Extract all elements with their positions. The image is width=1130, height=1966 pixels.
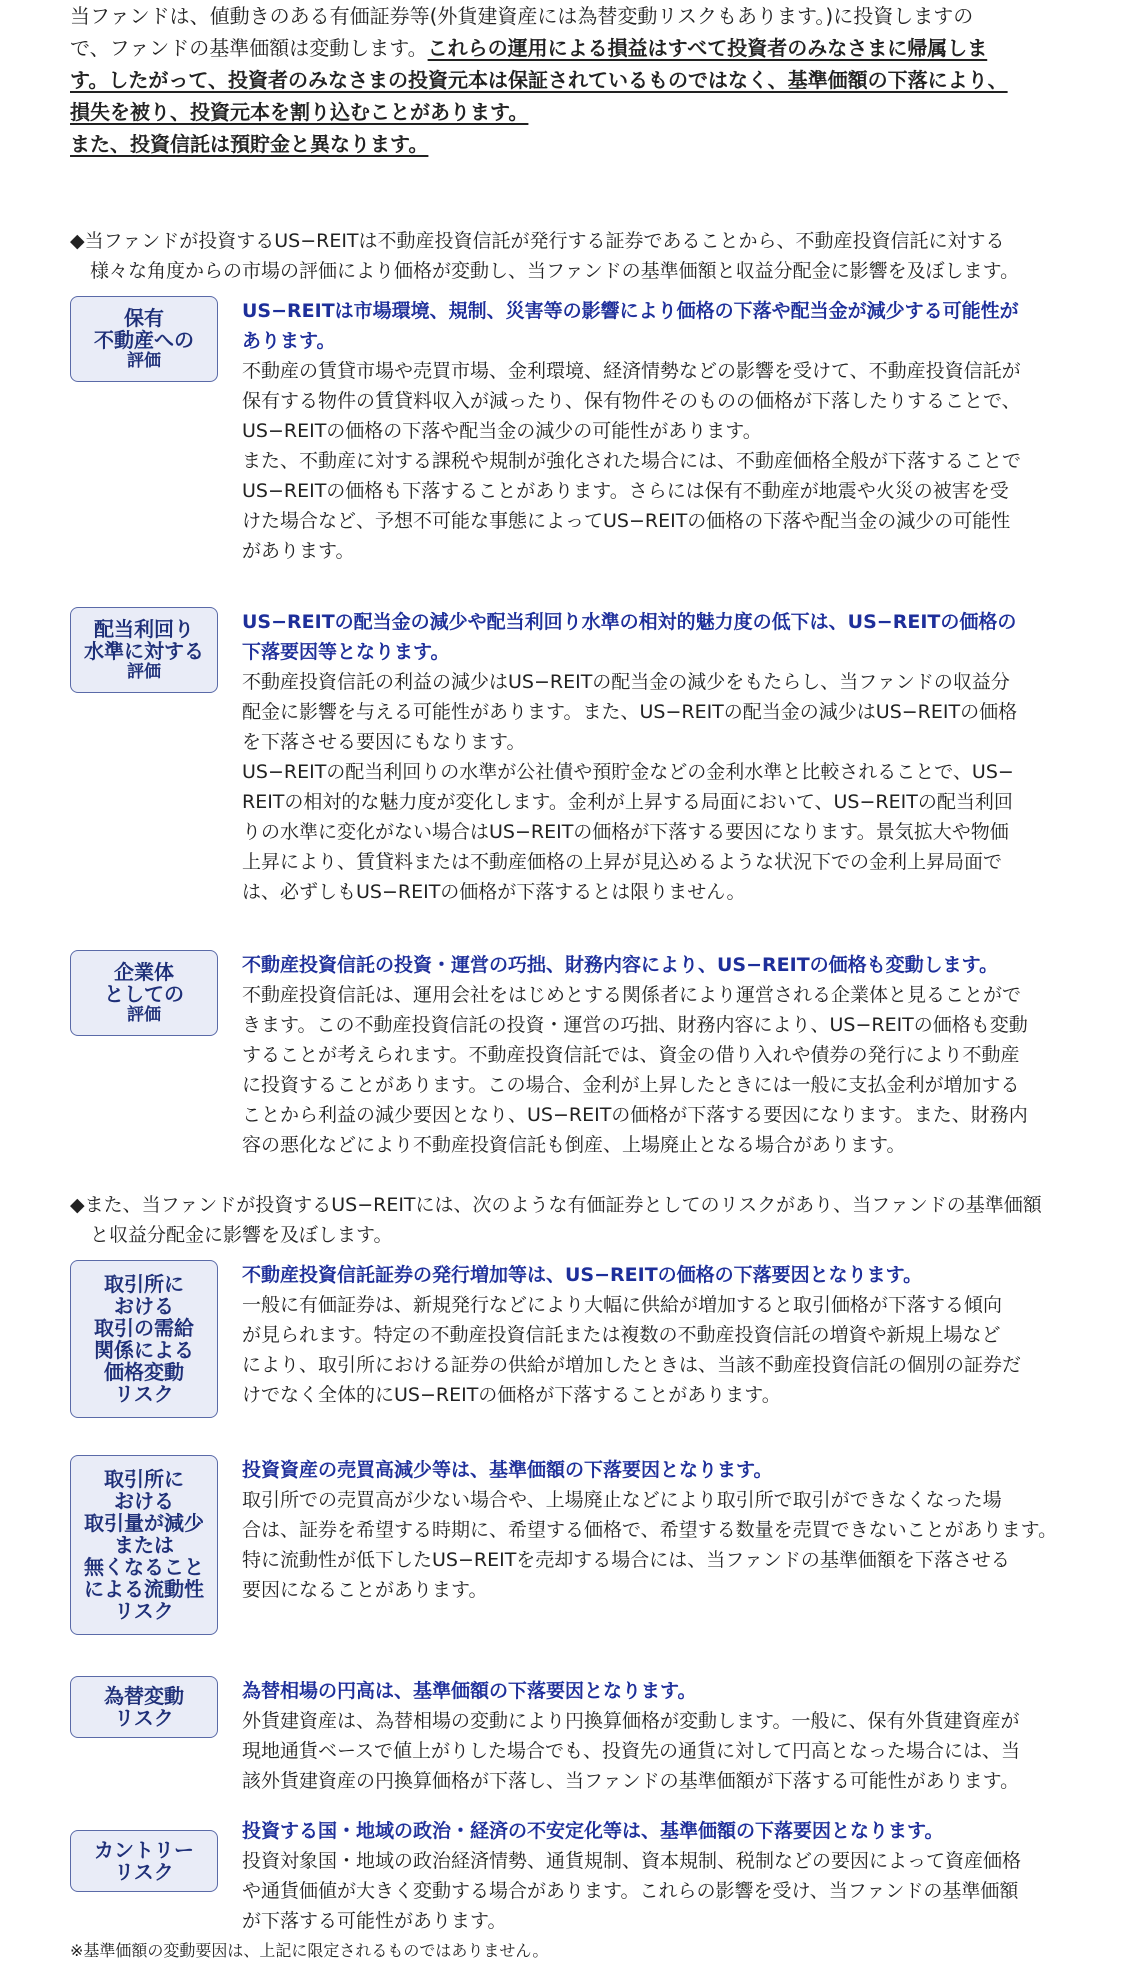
risk-text: により、取引所における証券の供給が増加したときは、当該不動産投資信託の個別の証券だ bbox=[242, 1354, 1022, 1376]
risk-label-line: 評価 bbox=[127, 662, 161, 682]
risk-label bbox=[70, 607, 218, 693]
risk-label bbox=[70, 1260, 218, 1418]
risk-label-line: または bbox=[114, 1533, 174, 1557]
intro-line bbox=[70, 32, 1080, 64]
risk-text: が下落する可能性があります。 bbox=[242, 1910, 507, 1932]
risk-label-line: 価格変動 bbox=[104, 1360, 184, 1384]
risk-label bbox=[70, 296, 218, 382]
risk-label-line: おける bbox=[114, 1489, 174, 1513]
risk-label-line: による流動性 bbox=[84, 1577, 204, 1601]
risk-label-line: 取引量が減少 bbox=[84, 1511, 204, 1535]
risk-text: 特に流動性が低下したUS−REITを売却する場合には、当ファンドの基準価額を下落させる bbox=[242, 1549, 1010, 1571]
intro-disclaimer bbox=[70, 0, 1080, 160]
risk-label-line: 配当利回り bbox=[94, 617, 194, 641]
risk-heading: 投資する国・地域の政治・経済の不安定化等は、基準価額の下落要因となります。 bbox=[242, 1820, 944, 1842]
intro-line bbox=[70, 64, 1080, 96]
risk-heading: あります。 bbox=[242, 330, 336, 352]
risk-label-line: リスク bbox=[114, 1706, 174, 1730]
risk-text: US−REITの価格も下落することがあります。さらには保有不動産が地震や火災の被害を受 bbox=[242, 480, 1009, 502]
risk-label-line: としての bbox=[104, 982, 184, 1006]
risk-heading: 不動産投資信託証券の発行増加等は、US−REITの価格の下落要因となります。 bbox=[242, 1264, 923, 1286]
risk-label-line: 為替変動 bbox=[104, 1684, 184, 1708]
risk-heading: 投資資産の売買高減少等は、基準価額の下落要因となります。 bbox=[242, 1459, 773, 1481]
risk-label-line: 評価 bbox=[127, 1005, 161, 1025]
intro-emphasis: す。したがって、投資者のみなさまの投資元本は保証されているものではなく、基準価額の下落により、 bbox=[70, 68, 1008, 92]
section-lead-line: 様々な角度からの市場の評価により価格が変動し、当ファンドの基準価額と収益分配金に影響を及ぼします。 bbox=[90, 260, 1020, 282]
risk-heading: 不動産投資信託の投資・運営の巧拙、財務内容により、US−REITの価格も変動します。 bbox=[242, 954, 999, 976]
risk-text: を下落させる要因にもなります。 bbox=[242, 731, 526, 753]
risk-body bbox=[242, 950, 1082, 1160]
section-lead-securities bbox=[70, 1190, 1080, 1250]
section-lead-line: と収益分配金に影響を及ぼします。 bbox=[90, 1224, 393, 1246]
risk-text: や通貨価値が大きく変動する場合があります。これらの影響を受け、当ファンドの基準価額 bbox=[242, 1880, 1019, 1902]
intro-emphasis: また、投資信託は預貯金と異なります。 bbox=[70, 132, 429, 156]
risk-label-line: カントリー bbox=[94, 1838, 194, 1862]
risk-text: があります。 bbox=[242, 540, 355, 562]
risk-label-line: リスク bbox=[114, 1860, 174, 1884]
risk-label-line: リスク bbox=[114, 1382, 174, 1406]
intro-line bbox=[70, 128, 1080, 160]
risk-label-line: おける bbox=[114, 1294, 174, 1318]
risk-text: 不動産投資信託は、運用会社をはじめとする関係者により運営される企業体と見ることがで bbox=[242, 984, 1022, 1006]
intro-text: 当ファンドは、値動きのある有価証券等(外貨建資産には為替変動リスクもあります。)に投資しますの bbox=[70, 4, 974, 28]
risk-text: 保有する物件の賃貸料収入が減ったり、保有物件そのものの価格が下落したりすることで、 bbox=[242, 390, 1021, 412]
risk-label bbox=[70, 1676, 218, 1738]
risk-label-line: リスク bbox=[114, 1599, 174, 1623]
risk-label-line: 無くなること bbox=[84, 1555, 204, 1579]
risk-body bbox=[242, 1455, 1082, 1605]
risk-body bbox=[242, 1676, 1082, 1796]
risk-heading: 下落要因等となります。 bbox=[242, 641, 450, 663]
risk-label-line: 保有 bbox=[124, 306, 164, 330]
risk-text: 取引所での売買高が少ない場合や、上場廃止などにより取引所で取引ができなくなった場 bbox=[242, 1489, 1002, 1511]
risk-text: 容の悪化などにより不動産投資信託も倒産、上場廃止となる場合があります。 bbox=[242, 1134, 906, 1156]
risk-heading: US−REITの配当金の減少や配当利回り水準の相対的魅力度の低下は、US−REITの価格の bbox=[242, 611, 1017, 633]
risk-body bbox=[242, 1260, 1082, 1410]
risk-text: 不動産の賃貸市場や売買市場、金利環境、経済情勢などの影響を受けて、不動産投資信託が bbox=[242, 360, 1021, 382]
risk-label bbox=[70, 1830, 218, 1892]
risk-text: 不動産投資信託の利益の減少はUS−REITの配当金の減少をもたらし、当ファンドの収益分 bbox=[242, 671, 1010, 693]
risk-text: 該外貨建資産の円換算価格が下落し、当ファンドの基準価額が下落する可能性があります。 bbox=[242, 1770, 1020, 1792]
risk-body bbox=[242, 296, 1082, 566]
risk-text: に投資することがあります。この場合、金利が上昇したときには一般に支払金利が増加する bbox=[242, 1074, 1020, 1096]
risk-body bbox=[242, 607, 1082, 907]
intro-emphasis: 損失を被り、投資元本を割り込むことがあります。 bbox=[70, 100, 529, 124]
risk-label-line: 不動産への bbox=[94, 328, 194, 352]
risk-label bbox=[70, 950, 218, 1036]
risk-text: きます。この不動産投資信託の投資・運営の巧拙、財務内容により、US−REITの価格も変動 bbox=[242, 1014, 1028, 1036]
risk-label bbox=[70, 1455, 218, 1635]
risk-label-line: 取引所に bbox=[104, 1272, 184, 1296]
risk-text: りの水準に変化がない場合はUS−REITの価格が下落する要因になります。景気拡大や物価 bbox=[242, 821, 1009, 843]
risk-text: 投資対象国・地域の政治経済情勢、通貨規制、資本規制、税制などの要因によって資産価格 bbox=[242, 1850, 1022, 1872]
risk-label-line: 評価 bbox=[127, 351, 161, 371]
intro-emphasis: これらの運用による損益はすべて投資者のみなさまに帰属しま bbox=[427, 36, 988, 60]
risk-text: けた場合など、予想不可能な事態によってUS−REITの価格の下落や配当金の減少の可能性 bbox=[242, 510, 1011, 532]
risk-text: が見られます。特定の不動産投資信託または複数の不動産投資信託の増資や新規上場など bbox=[242, 1324, 1001, 1346]
risk-text: ことから利益の減少要因となり、US−REITの価格が下落する要因になります。また、財務内 bbox=[242, 1104, 1028, 1126]
intro-line bbox=[70, 0, 1080, 32]
risk-text: US−REITの配当利回りの水準が公社債や預貯金などの金利水準と比較されることで、US− bbox=[242, 761, 1014, 783]
risk-text: けでなく全体的にUS−REITの価格が下落することがあります。 bbox=[242, 1384, 781, 1406]
risk-text: 要因になることがあります。 bbox=[242, 1579, 488, 1601]
section-lead-line: ◆当ファンドが投資するUS−REITは不動産投資信託が発行する証券であることから、不動産投資信託に対する bbox=[70, 230, 1005, 252]
risk-label-line: 関係による bbox=[94, 1338, 194, 1362]
risk-label-line: 取引所に bbox=[104, 1467, 184, 1491]
risk-label-line: 水準に対する bbox=[84, 639, 204, 663]
risk-text: また、不動産に対する課税や規制が強化された場合には、不動産価格全般が下落することで bbox=[242, 450, 1022, 472]
intro-text: で、ファンドの基準価額は変動します。 bbox=[70, 36, 428, 60]
risk-heading: US−REITは市場環境、規制、災害等の影響により価格の下落や配当金が減少する可能性が bbox=[242, 300, 1019, 322]
risk-text: US−REITの価格の下落や配当金の減少の可能性があります。 bbox=[242, 420, 762, 442]
risk-label-line: 取引の需給 bbox=[94, 1316, 194, 1340]
risk-text: 配金に影響を与える可能性があります。また、US−REITの配当金の減少はUS−REITの価格 bbox=[242, 701, 1018, 723]
section-lead-reit bbox=[70, 226, 1080, 286]
risk-text: 上昇により、賃貸料または不動産価格の上昇が見込めるような状況下での金利上昇局面で bbox=[242, 851, 1003, 873]
intro-line bbox=[70, 96, 1080, 128]
risk-text: 外貨建資産は、為替相場の変動により円換算価格が変動します。一般に、保有外貨建資産が bbox=[242, 1710, 1020, 1732]
section-lead-line: ◆また、当ファンドが投資するUS−REITには、次のような有価証券としてのリスクがあり、当ファンドの基準価額 bbox=[70, 1194, 1042, 1216]
risk-label-line: 企業体 bbox=[114, 960, 174, 984]
risk-text: 合は、証券を希望する時期に、希望する価格で、希望する数量を売買できないことがあります。 bbox=[242, 1519, 1058, 1541]
footnote: ※基準価額の変動要因は、上記に限定されるものではありません。 bbox=[70, 1941, 549, 1960]
risk-text: することが考えられます。不動産投資信託では、資金の借り入れや債券の発行により不動産 bbox=[242, 1044, 1020, 1066]
risk-text: 一般に有価証券は、新規発行などにより大幅に供給が増加すると取引価格が下落する傾向 bbox=[242, 1294, 1003, 1316]
risk-body bbox=[242, 1816, 1082, 1936]
risk-heading: 為替相場の円高は、基準価額の下落要因となります。 bbox=[242, 1680, 697, 1702]
risk-text: REITの相対的な魅力度が変化します。金利が上昇する局面において、US−REITの配当利回 bbox=[242, 791, 1013, 813]
risk-text: は、必ずしもUS−REITの価格が下落するとは限りません。 bbox=[242, 881, 746, 903]
risk-text: 現地通貨ベースで値上がりした場合でも、投資先の通貨に対して円高となった場合には、当 bbox=[242, 1740, 1021, 1762]
